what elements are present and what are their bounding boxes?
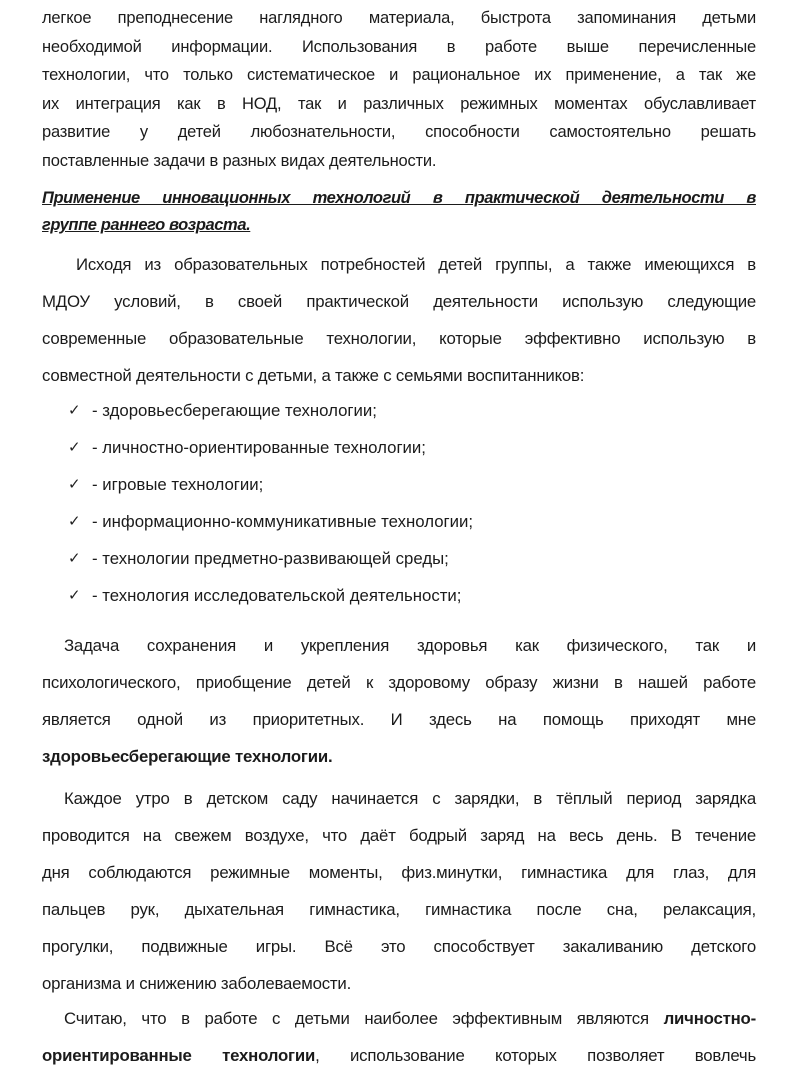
text-line: является одной из приоритетных. И здесь на помощь приходят мне: [42, 710, 756, 729]
checkmark-icon: ✓: [68, 513, 81, 530]
paragraph-intro: [42, 4, 756, 176]
text-line: организма и снижению заболеваемости.: [42, 974, 352, 993]
text-line: дня соблюдаются режимные моменты, физ.минутки, гимнастика для глаз, для: [42, 863, 756, 882]
section-heading: [42, 185, 756, 239]
checkmark-icon: ✓: [68, 587, 81, 604]
list-item-label: - здоровьесберегающие технологии;: [92, 401, 377, 420]
text-line: легкое преподнесение наглядного материала, быстрота запоминания детьми: [42, 9, 756, 27]
text-line: [42, 1000, 756, 1037]
text-run: , использование которых позволяет вовлечь: [315, 1046, 757, 1065]
text-line: прогулки, подвижные игры. Всё это способствует закаливанию детского: [42, 937, 756, 956]
list-item-label: - технология исследовательской деятельности;: [92, 586, 462, 605]
text-line: Исходя из образовательных потребностей детей группы, а также имеющихся в: [76, 255, 756, 274]
text-line: пальцев рук, дыхательная гимнастика, гимнастика после сна, релаксация,: [42, 900, 756, 919]
paragraph-personal: [42, 1000, 756, 1074]
list-item-label: - игровые технологии;: [92, 475, 264, 494]
text-line: необходимой информации. Использования в работе выше перечисленные: [42, 37, 756, 56]
text-line: поставленные задачи в разных видах деятельности.: [42, 151, 437, 170]
text-line: [42, 1037, 756, 1074]
paragraph-morning: [42, 780, 756, 1002]
bold-term: личностно-: [663, 1009, 756, 1028]
checkmark-icon: ✓: [68, 402, 81, 419]
text-line: современные образовательные технологии, которые эффективно использую в: [42, 329, 756, 348]
list-item: [68, 466, 473, 503]
technology-list: [68, 392, 473, 614]
bold-term: здоровьесберегающие технологии.: [42, 747, 333, 766]
text-line: развитие у детей любознательности, способности самостоятельно решать: [42, 123, 756, 142]
text-line: их интеграция как в НОД, так и различных режимных моментах обуславливает: [42, 94, 756, 113]
text-line: [42, 738, 756, 775]
checkmark-icon: ✓: [68, 439, 81, 456]
text-line: Задача сохранения и укрепления здоровья как физического, так и: [64, 636, 756, 655]
list-item-label: - технологии предметно-развивающей среды;: [92, 549, 449, 568]
list-item-label: - личностно-ориентированные технологии;: [92, 438, 426, 457]
text-line: психологического, приобщение детей к здоровому образу жизни в нашей работе: [42, 673, 756, 692]
text-line: технологии, что только систематическое и рациональное их применение, а так же: [42, 66, 756, 85]
list-item: [68, 577, 473, 614]
heading-line: Применение инновационных технологий в практической деятельности в: [42, 189, 756, 207]
paragraph-technologies: [42, 246, 756, 394]
paragraph-health: [42, 627, 756, 775]
list-item: [68, 503, 473, 540]
checkmark-icon: ✓: [68, 550, 81, 567]
heading-line: группе раннего возраста.: [42, 216, 251, 234]
list-item: [68, 392, 473, 429]
checkmark-icon: ✓: [68, 476, 81, 493]
list-item: [68, 540, 473, 577]
text-line: МДОУ условий, в своей практической деятельности использую следующие: [42, 292, 756, 311]
list-item: [68, 429, 473, 466]
text-run: Считаю, что в работе с детьми наиболее эффективным являются: [64, 1009, 664, 1028]
text-line: Каждое утро в детском саду начинается с зарядки, в тёплый период зарядка: [64, 789, 756, 808]
text-line: проводится на свежем воздухе, что даёт бодрый заряд на весь день. В течение: [42, 826, 756, 845]
text-line: совместной деятельности с детьми, а также с семьями воспитанников:: [42, 366, 585, 385]
list-item-label: - информационно-коммуникативные технологии;: [92, 512, 474, 531]
bold-term: ориентированные технологии: [42, 1046, 316, 1065]
